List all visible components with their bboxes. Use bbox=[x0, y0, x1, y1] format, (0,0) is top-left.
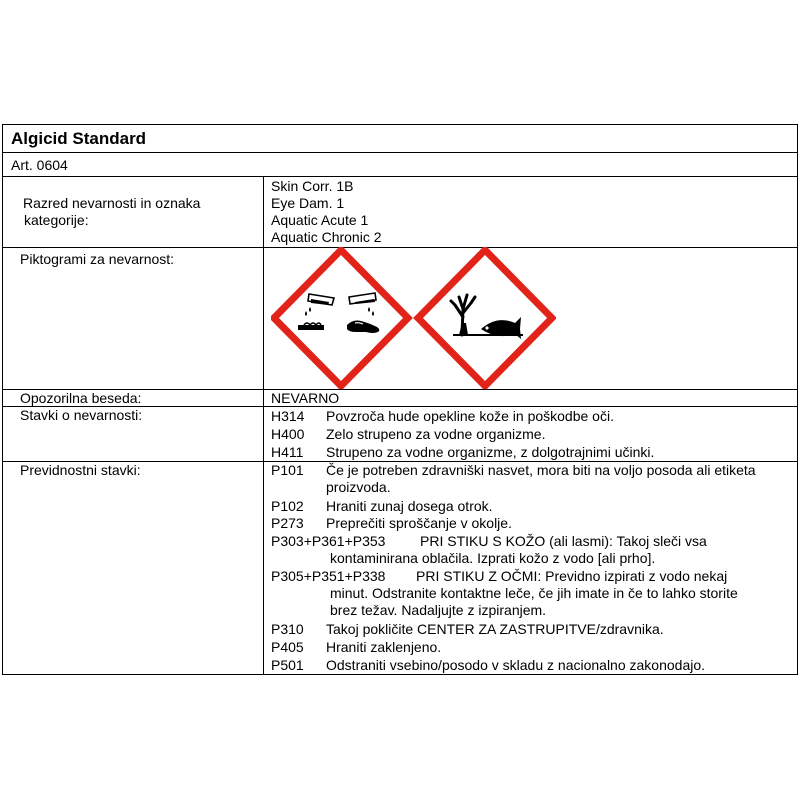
classification-item: Eye Dam. 1 bbox=[271, 195, 345, 211]
classification-list bbox=[271, 178, 382, 246]
pictogram-group bbox=[271, 247, 556, 389]
precaution-code: P303+P361+P353 bbox=[271, 533, 386, 549]
precaution-text: Takoj pokličite CENTER ZA ZASTRUPITVE/zdravnika. bbox=[326, 621, 664, 637]
pictograms-label: Piktogrami za nevarnost: bbox=[20, 251, 175, 267]
article-number: Art. 0604 bbox=[11, 157, 68, 173]
classification-label-line: kategorije: bbox=[24, 212, 89, 228]
classification-label bbox=[23, 195, 200, 229]
divider bbox=[3, 152, 797, 153]
precaution-text: Hraniti zaklenjeno. bbox=[326, 639, 442, 655]
hazard-text: Povzroča hude opekline kože in poškodbe oči. bbox=[326, 408, 614, 424]
environment-icon bbox=[418, 250, 552, 386]
precaution-text: PRI STIKU Z OČMI: Previdno izpirati z vodo nekaj minut. Odstranite kontaktne leče, če jih imate in če to lahko storite brez težav. Nadaljujte z izpiranjem. bbox=[330, 568, 738, 618]
hazard-statements-label: Stavki o nevarnosti: bbox=[20, 407, 143, 423]
safety-label bbox=[2, 124, 798, 675]
precaution-code: P273 bbox=[271, 515, 304, 531]
divider bbox=[3, 176, 797, 177]
precaution-code: P501 bbox=[271, 657, 304, 673]
product-name: Algicid Standard bbox=[11, 129, 147, 148]
precaution-code: P305+P351+P338 bbox=[271, 568, 386, 584]
hazard-code: H411 bbox=[271, 444, 304, 460]
hazard-text: Zelo strupeno za vodne organizme. bbox=[326, 426, 546, 442]
classification-label-line: Razred nevarnosti in oznaka bbox=[23, 195, 201, 211]
signal-word-value: NEVARNO bbox=[271, 390, 340, 406]
precaution-text: Preprečiti sproščanje v okolje. bbox=[326, 515, 512, 531]
precaution-text: Odstraniti vsebino/posodo v skladu z nacionalno zakonodajo. bbox=[326, 657, 706, 673]
classification-item: Aquatic Chronic 2 bbox=[271, 229, 382, 245]
column-divider bbox=[263, 177, 264, 674]
precaution-code: P405 bbox=[271, 639, 304, 655]
signal-word-label: Opozorilna beseda: bbox=[20, 390, 142, 406]
precaution-code: P101 bbox=[271, 462, 304, 478]
classification-item: Aquatic Acute 1 bbox=[271, 212, 369, 228]
corrosion-icon bbox=[274, 250, 408, 386]
precaution-text: PRI STIKU S KOŽO (ali lasmi): Takoj sleči vsa kontaminirana oblačila. Izprati kožo z vodo [ali prho]. bbox=[330, 533, 707, 566]
hazard-code: H314 bbox=[271, 408, 305, 424]
precaution-text: Če je potreben zdravniški nasvet, mora biti na voljo posoda ali etiketa proizvoda. bbox=[326, 462, 756, 495]
hazard-code: H400 bbox=[271, 426, 305, 442]
classification-item: Skin Corr. 1B bbox=[271, 178, 354, 194]
precaution-code: P102 bbox=[271, 498, 304, 514]
precaution-text: Hraniti zunaj dosega otrok. bbox=[326, 498, 493, 514]
precaution-code: P310 bbox=[271, 621, 304, 637]
precautionary-statements-label: Previdnostni stavki: bbox=[20, 462, 141, 478]
hazard-text: Strupeno za vodne organizme, z dolgotrajnimi učinki. bbox=[326, 444, 655, 460]
